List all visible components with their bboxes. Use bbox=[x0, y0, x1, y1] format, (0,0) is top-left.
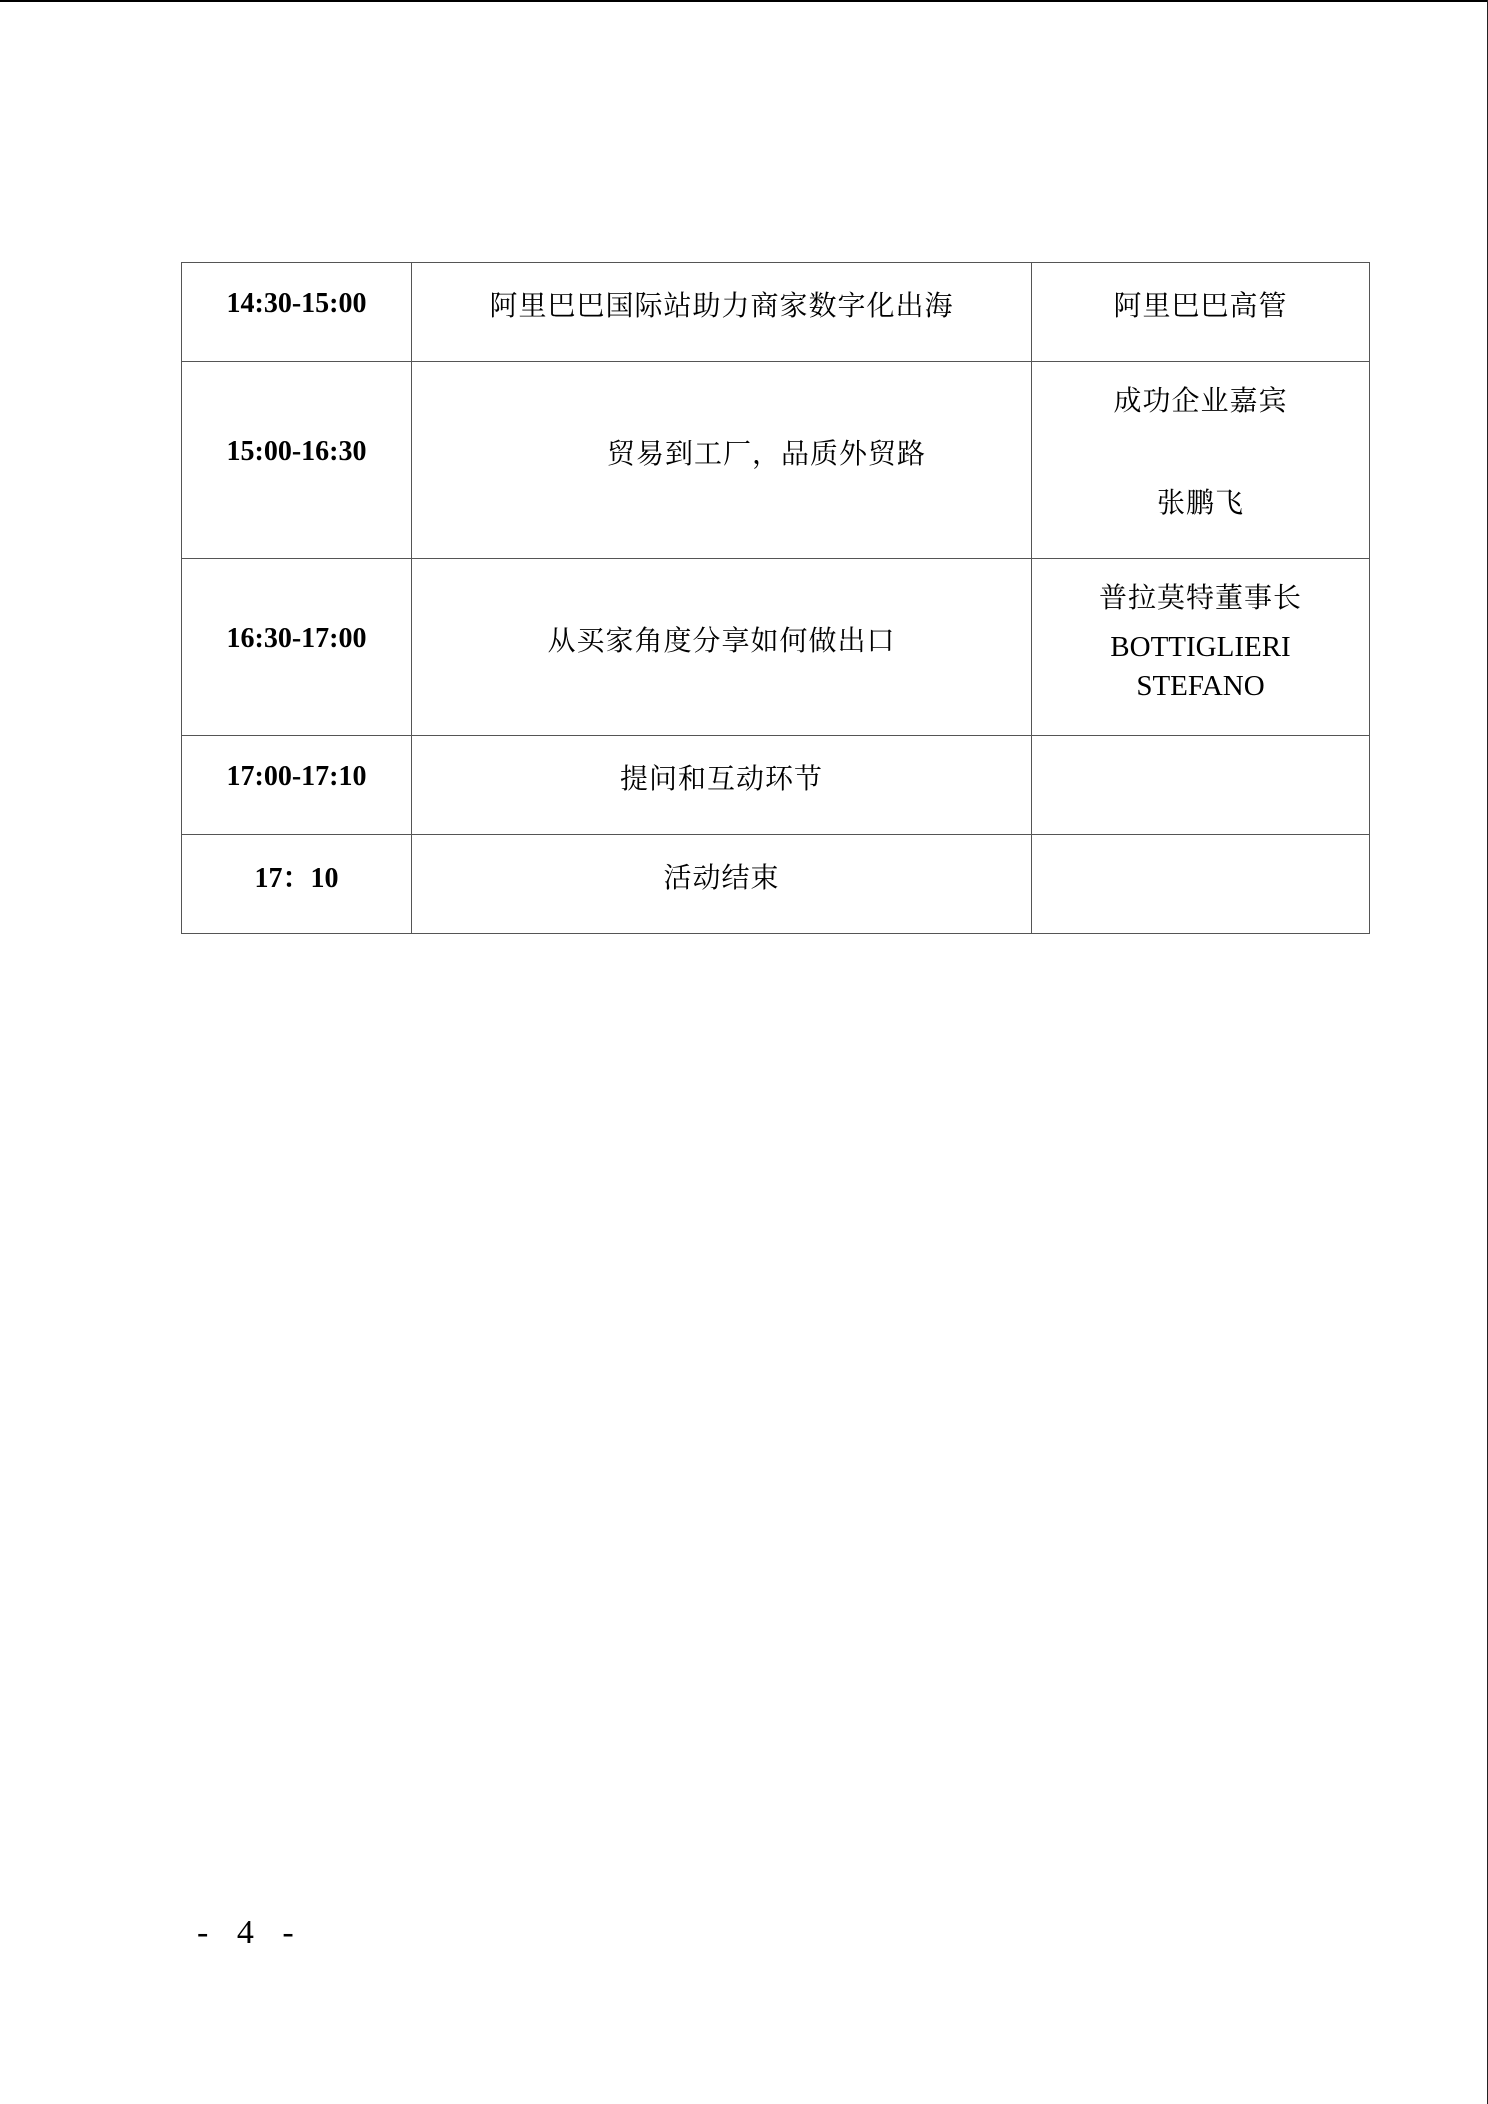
speaker-cell bbox=[1032, 362, 1370, 559]
session-time: 17：10 bbox=[254, 863, 339, 894]
agenda-row bbox=[182, 736, 1370, 835]
session-topic: 活动结束 bbox=[663, 861, 780, 894]
speaker-cell bbox=[1032, 736, 1370, 835]
session-time: 16:30-17:00 bbox=[226, 623, 367, 654]
topic-cell bbox=[412, 263, 1032, 362]
time-cell bbox=[182, 736, 412, 835]
speaker-surname: BOTTIGLIERI bbox=[1110, 631, 1291, 663]
topic-cell bbox=[412, 835, 1032, 934]
speaker-name: 张鹏飞 bbox=[1156, 486, 1244, 519]
time-cell bbox=[182, 559, 412, 736]
session-topic: 提问和互动环节 bbox=[619, 762, 823, 795]
time-cell bbox=[182, 835, 412, 934]
session-topic: 从买家角度分享如何做出口 bbox=[547, 624, 896, 657]
session-time: 14:30-15:00 bbox=[226, 288, 367, 319]
topic-cell bbox=[412, 736, 1032, 835]
agenda-row bbox=[182, 835, 1370, 934]
agenda-row bbox=[182, 559, 1370, 736]
time-cell bbox=[182, 263, 412, 362]
speaker-cell bbox=[1032, 835, 1370, 934]
session-topic: 贸易到工厂，品质外贸路 bbox=[606, 437, 926, 470]
session-topic: 阿里巴巴国际站助力商家数字化出海 bbox=[489, 289, 954, 322]
agenda-row bbox=[182, 362, 1370, 559]
agenda-row bbox=[182, 263, 1370, 362]
page-top-border bbox=[0, 0, 1488, 2]
speaker-name: 阿里巴巴高管 bbox=[1113, 289, 1288, 322]
time-cell bbox=[182, 362, 412, 559]
speaker-title: 普拉莫特董事长 bbox=[1098, 581, 1302, 614]
session-time: 17:00-17:10 bbox=[226, 761, 367, 792]
speaker-cell bbox=[1032, 559, 1370, 736]
speaker-given-name: STEFANO bbox=[1136, 670, 1265, 702]
speaker-cell bbox=[1032, 263, 1370, 362]
speaker-affiliation: 成功企业嘉宾 bbox=[1113, 384, 1288, 417]
topic-cell bbox=[412, 362, 1032, 559]
page-number: - 4 - bbox=[197, 1914, 304, 1951]
topic-cell bbox=[412, 559, 1032, 736]
agenda-table bbox=[181, 262, 1370, 934]
session-time: 15:00-16:30 bbox=[226, 436, 367, 467]
